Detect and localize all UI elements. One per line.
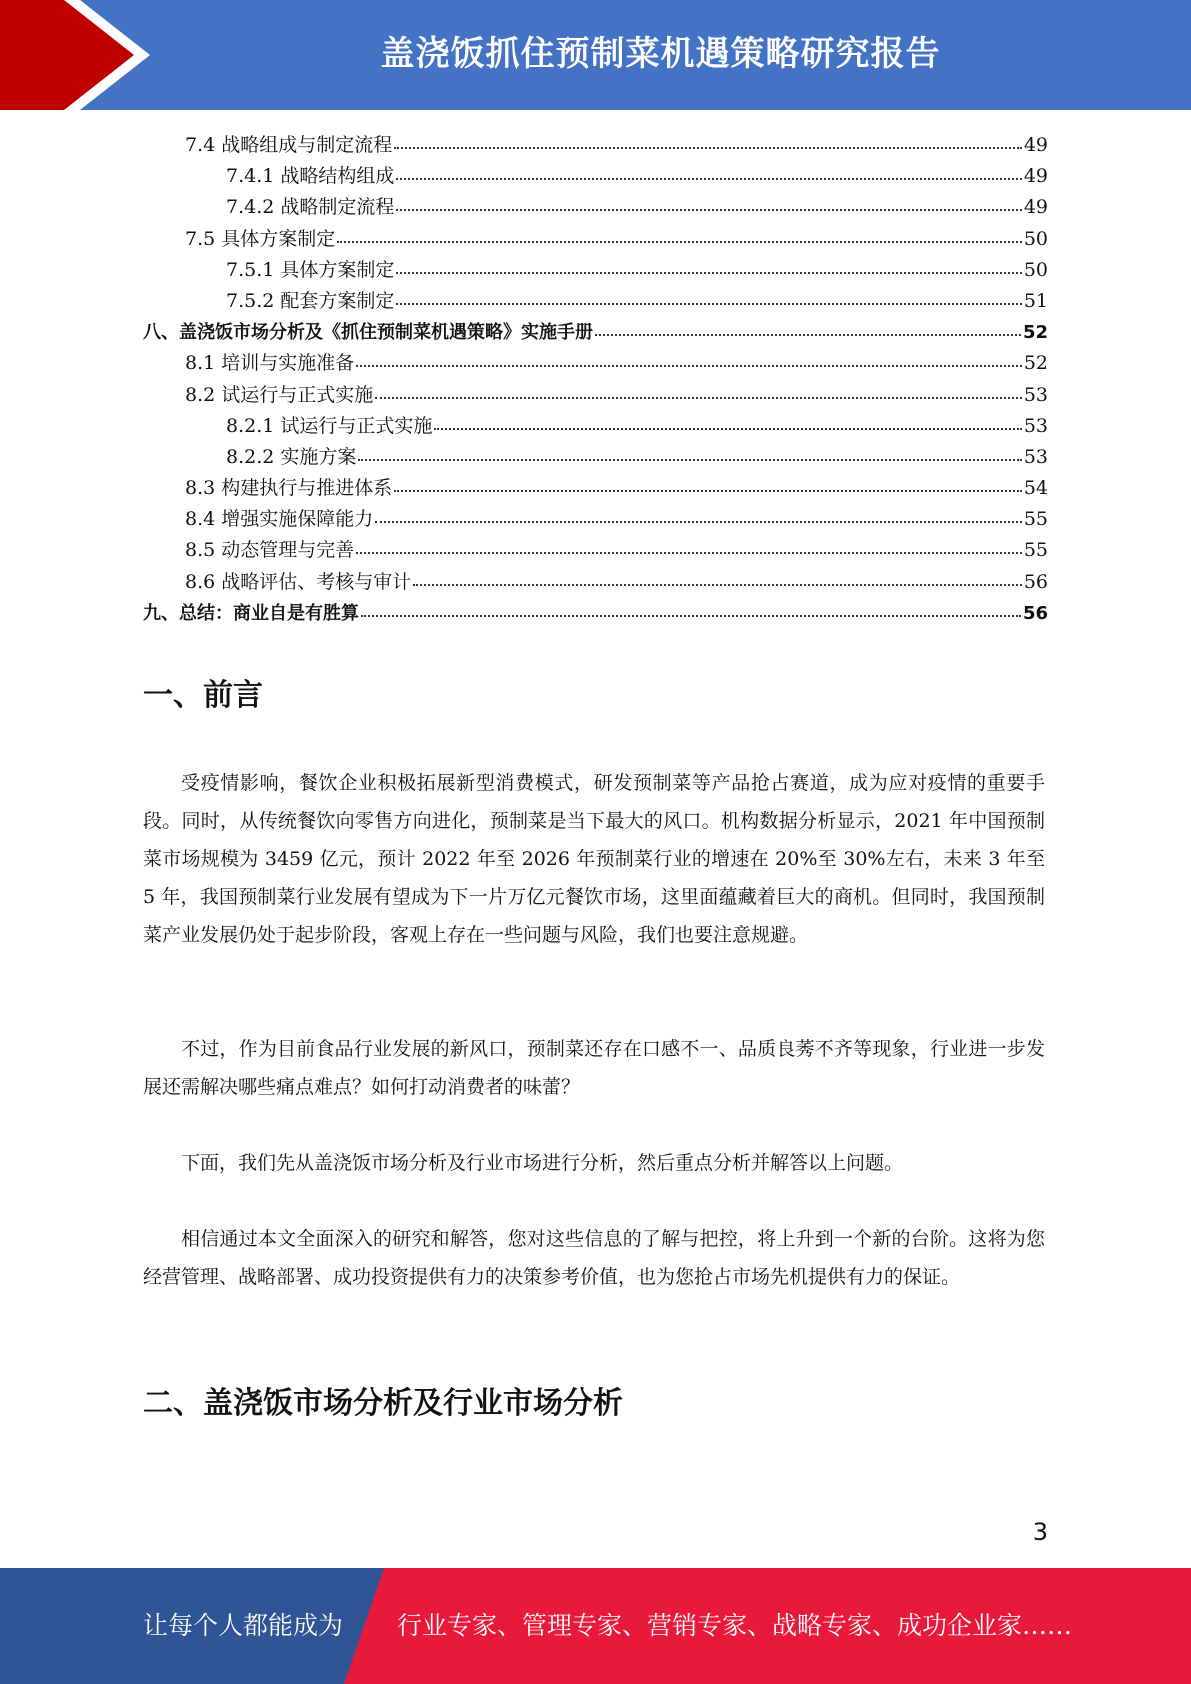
preface-paragraph: 下面，我们先从盖浇饭市场分析及行业市场进行分析，然后重点分析并解答以上问题。	[181, 1152, 904, 1174]
footer-slogan-right: 行业专家、管理专家、营销专家、战略专家、成功企业家……	[397, 1611, 1073, 1640]
toc-entry[interactable]	[143, 161, 1048, 192]
toc-entry[interactable]	[143, 442, 1048, 473]
toc-dot-leader	[375, 396, 1022, 399]
toc-entry-page: 53	[1023, 445, 1048, 468]
toc-entry[interactable]	[143, 598, 1048, 629]
toc-entry-label: 7.5 具体方案制定	[185, 227, 336, 250]
toc-entry[interactable]	[143, 535, 1048, 566]
toc-dot-leader	[358, 458, 1021, 461]
toc-entry[interactable]	[143, 380, 1048, 411]
preface-paragraph: 受疫情影响，餐饮企业积极拓展新型消费模式，研发预制菜等产品抢占赛道，成为应对疫情的重要手段。同时，从传统餐饮向零售方向进化，预制菜是当下最大的风口。机构数据分析显示，2021 年中国预制菜市场规模为 3459 亿元，预计 2022 年至 2026 年预制菜行业的增速在 20%至 30%左右，未来 3 年至 5 年，我国预制菜行业发展有望成为下一片万亿元餐饮市场，这里面蕴藏着巨大的商机。但同时，我国预制菜产业发展仍处于起步阶段，客观上存在一些问题与风险，我们也要注意规避。	[143, 772, 1045, 946]
toc-entry-page: 51	[1023, 289, 1048, 312]
toc-dot-leader	[337, 240, 1022, 243]
toc-dot-leader	[396, 208, 1021, 211]
toc-dot-leader	[434, 427, 1021, 430]
toc-dot-leader	[396, 302, 1021, 305]
toc-entry-label: 7.5.1 具体方案制定	[226, 258, 395, 281]
toc-entry-label: 8.2.1 试运行与正式实施	[226, 414, 433, 437]
toc-entry-page: 50	[1023, 258, 1048, 281]
table-of-contents	[143, 130, 1048, 629]
toc-dot-leader	[396, 271, 1021, 274]
toc-entry-label: 8.2 试运行与正式实施	[185, 383, 374, 406]
toc-entry-page: 50	[1023, 227, 1048, 250]
header-chevron-red	[0, 0, 134, 110]
toc-entry-page: 54	[1023, 477, 1048, 500]
toc-dot-leader	[356, 551, 1022, 554]
toc-entry[interactable]	[143, 224, 1048, 255]
toc-entry-page: 55	[1023, 539, 1048, 562]
toc-entry[interactable]	[143, 411, 1048, 442]
toc-entry-label: 八、盖浇饭市场分析及《抓住预制菜机遇策略》实施手册	[143, 322, 593, 344]
toc-entry-page: 56	[1022, 602, 1048, 624]
toc-entry[interactable]	[143, 192, 1048, 223]
toc-entry-page: 56	[1023, 570, 1048, 593]
toc-entry-page: 52	[1022, 322, 1048, 344]
preface-paragraph: 相信通过本文全面深入的研究和解答，您对这些信息的了解与把控，将上升到一个新的台阶。这将为您经营管理、战略部署、成功投资提供有力的决策参考价值，也为您抢占市场先机提供有力的保证。	[143, 1228, 1045, 1288]
toc-entry-label: 8.3 构建执行与推进体系	[185, 477, 393, 500]
toc-entry-label: 7.5.2 配套方案制定	[226, 289, 395, 312]
toc-dot-leader	[361, 614, 1021, 617]
toc-entry[interactable]	[143, 255, 1048, 286]
toc-entry-page: 53	[1023, 383, 1048, 406]
toc-dot-leader	[396, 177, 1021, 180]
page-number: 3	[1032, 1518, 1048, 1546]
toc-entry-page: 49	[1023, 196, 1048, 219]
preface-paragraph: 不过，作为目前食品行业发展的新风口，预制菜还存在口感不一、品质良莠不齐等现象，行业进一步发展还需解决哪些痛点难点？如何打动消费者的味蕾？	[143, 1038, 1045, 1098]
toc-entry[interactable]	[143, 504, 1048, 535]
toc-entry-page: 55	[1023, 508, 1048, 531]
toc-entry[interactable]	[143, 130, 1048, 161]
toc-entry[interactable]	[143, 567, 1048, 598]
page-header	[0, 0, 1191, 110]
toc-entry-page: 49	[1023, 165, 1048, 188]
toc-entry[interactable]	[143, 286, 1048, 317]
toc-entry-label: 7.4.1 战略结构组成	[226, 165, 395, 188]
header-chevron-decoration	[0, 0, 160, 110]
toc-entry-label: 7.4.2 战略制定流程	[226, 196, 395, 219]
toc-entry-label: 8.2.2 实施方案	[226, 445, 357, 468]
toc-entry[interactable]	[143, 348, 1048, 379]
toc-entry-label: 7.4 战略组成与制定流程	[185, 134, 393, 156]
section-2-heading: 二、盖浇饭市场分析及行业市场分析	[143, 1386, 623, 1421]
toc-dot-leader	[595, 333, 1021, 336]
toc-entry-page: 52	[1023, 352, 1048, 375]
footer-slogan-left: 让每个人都能成为	[143, 1611, 344, 1640]
toc-entry-label: 8.5 动态管理与完善	[185, 539, 355, 562]
toc-dot-leader	[413, 583, 1022, 586]
toc-dot-leader	[375, 520, 1022, 523]
report-title: 盖浇饭抓住预制菜机遇策略研究报告	[380, 34, 941, 74]
toc-dot-leader	[394, 146, 1022, 149]
toc-entry-page: 53	[1023, 414, 1048, 437]
toc-entry-page: 49	[1023, 134, 1048, 156]
toc-entry-label: 8.6 战略评估、考核与审计	[185, 570, 412, 593]
toc-entry[interactable]	[143, 317, 1048, 348]
page-footer	[0, 1568, 1191, 1684]
preface-heading: 一、前言	[143, 678, 263, 713]
toc-entry-label: 8.1 培训与实施准备	[185, 352, 355, 375]
toc-dot-leader	[356, 364, 1022, 367]
toc-dot-leader	[394, 489, 1022, 492]
toc-entry-label: 九、总结：商业自是有胜算	[143, 602, 359, 624]
toc-entry[interactable]	[143, 473, 1048, 504]
toc-entry-label: 8.4 增强实施保障能力	[185, 508, 374, 531]
